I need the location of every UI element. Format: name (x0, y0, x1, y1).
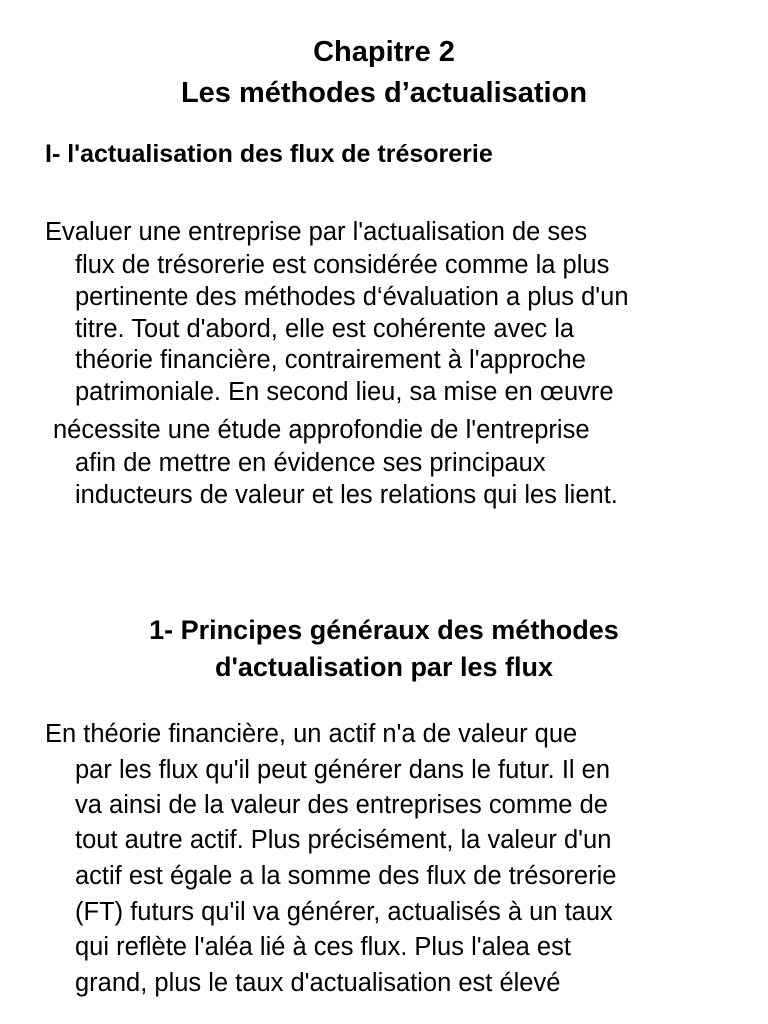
paragraph-line: (FT) futurs qu'il va générer, actualisés à un taux (75, 898, 613, 926)
paragraph-line: actif est égale a la somme des flux de trésorerie (75, 862, 617, 890)
paragraph-line: par les flux qu'il peut générer dans le futur. Il en (75, 756, 611, 784)
paragraph-line: va ainsi de la valeur des entreprises comme de (75, 791, 608, 819)
paragraph-line: théorie financière, contrairement à l'approche (75, 346, 586, 374)
paragraph-line: afin de mettre en évidence ses principaux (75, 449, 546, 477)
paragraph-line: titre. Tout d'abord, elle est cohérente avec la (75, 315, 575, 343)
paragraph-line: nécessite une étude approfondie de l'entreprise (53, 416, 590, 444)
chapter-title: Chapitre 2 (313, 36, 455, 68)
paragraph-line: En théorie financière, un actif n'a de valeur que (45, 720, 578, 748)
paragraph-line: grand, plus le taux d'actualisation est élevé (75, 969, 561, 997)
paragraph-line: patrimoniale. En second lieu, sa mise en œuvre (75, 378, 614, 406)
paragraph-line: qui reflète l'aléa lié à ces flux. Plus l'alea est (75, 933, 571, 961)
chapter-subtitle: Les méthodes d’actualisation (180, 77, 588, 109)
paragraph-line: pertinente des méthodes d‘évaluation a plus d'un (75, 283, 629, 311)
paragraph-line: tout autre actif. Plus précisément, la valeur d'un (75, 826, 612, 854)
paragraph-line: flux de trésorerie est considérée comme la plus (75, 251, 610, 279)
paragraph-line: inducteurs de valeur et les relations qui les lient. (75, 481, 618, 509)
section-heading: I- l'actualisation des flux de trésorerie (45, 140, 493, 168)
subsection-heading: d'actualisation par les flux (214, 652, 553, 682)
paragraph-line: Evaluer une entreprise par l'actualisation de ses (45, 218, 588, 246)
subsection-heading: 1- Principes généraux des méthodes (149, 615, 619, 645)
